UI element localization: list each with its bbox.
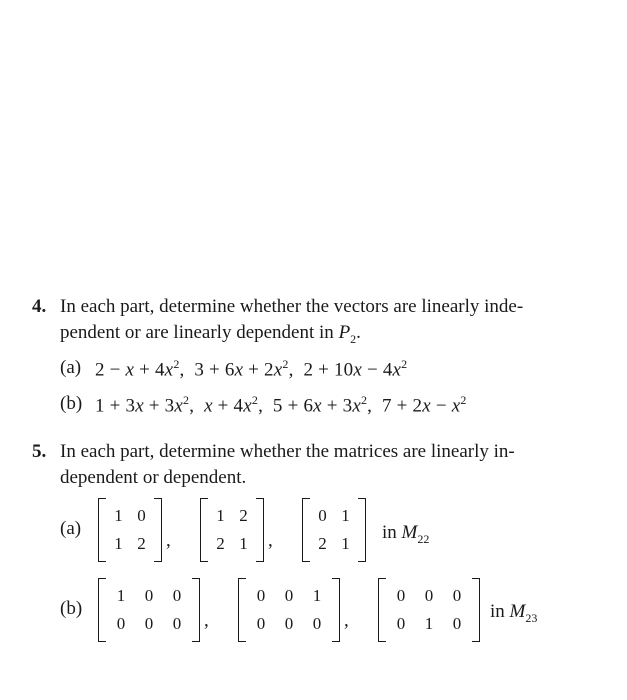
matrix-entry: 1 [424, 614, 434, 633]
problem-4-part-b-label: (b) [60, 393, 83, 414]
matrix-entry: 2 [318, 534, 327, 553]
bracket-right [154, 498, 162, 562]
problem-4-part-a-label: (a) [60, 357, 82, 378]
matrix-entry: 0 [172, 586, 182, 605]
matrix-entry: 0 [116, 614, 126, 633]
matrix-b-1 [98, 578, 200, 642]
space-m-letter: M [401, 522, 418, 543]
bracket-left [98, 498, 106, 562]
problem-5-part-a-space [382, 522, 429, 547]
space-m-subscript: 23 [525, 610, 538, 625]
matrix-entry: 0 [144, 586, 154, 605]
matrix-entry: 1 [114, 534, 123, 553]
problem-5-part-b-label: (b) [60, 598, 83, 619]
in-text: in [382, 522, 402, 543]
problem-4-part-b-polynomials: $1 + 3x + 3x^2$, $x + 4x^2$, $5 + 6x + 3x^2$, $7 + 2x - x^2$ [95, 393, 467, 417]
problem-4-number: 4. [32, 296, 47, 317]
problem-4-text-line-2-suffix: . [356, 322, 361, 343]
problem-4-part-a-polynomials: $2 - x + 4x^2$, $3 + 6x + 2x^2$, $2 + 10x - 4x^2$ [95, 357, 408, 381]
matrix-entry: 0 [284, 586, 294, 605]
problem-4-text-line-2 [60, 322, 361, 347]
problem-4-text-line-2-prefix: pendent or are linearly dependent in [60, 322, 339, 343]
matrix-a-1 [98, 498, 162, 562]
matrix-entry: 0 [396, 614, 406, 633]
matrix-b-1-grid [107, 582, 191, 638]
bracket-right [358, 498, 366, 562]
problem-5-part-b-space [490, 601, 537, 626]
matrix-b-2-grid [247, 582, 331, 638]
bracket-right [256, 498, 264, 562]
matrix-entry: 1 [114, 506, 123, 525]
problem-5-text-line-1: In each part, determine whether the matrices are linearly in- [60, 441, 515, 462]
matrix-a-1-grid [107, 502, 153, 558]
matrix-entry: 0 [284, 614, 294, 633]
problem-4-text-line-1: In each part, determine whether the vectors are linearly inde- [60, 296, 524, 317]
space-m-subscript: 22 [417, 531, 430, 546]
matrix-entry: 0 [256, 614, 266, 633]
matrix-entry: 0 [312, 614, 322, 633]
problem-5-text-line-2: dependent or dependent. [60, 467, 247, 488]
bracket-right [192, 578, 200, 642]
matrix-b-3 [378, 578, 480, 642]
matrix-entry: 1 [116, 586, 126, 605]
matrix-a-3 [302, 498, 366, 562]
bracket-right [332, 578, 340, 642]
problem-5-part-a-label: (a) [60, 518, 82, 539]
bracket-left [238, 578, 246, 642]
bracket-left [302, 498, 310, 562]
matrix-entry: 1 [341, 506, 350, 525]
matrix-entry: 0 [172, 614, 182, 633]
matrix-entry: 0 [144, 614, 154, 633]
matrix-entry: 0 [424, 586, 434, 605]
matrix-a-2-grid [209, 502, 255, 558]
space-m-letter: M [509, 601, 526, 622]
matrix-entry: 0 [318, 506, 327, 525]
space-p-letter: P [338, 322, 351, 343]
matrix-b-3-grid [387, 582, 471, 638]
matrix-entry: 2 [239, 506, 248, 525]
bracket-right [472, 578, 480, 642]
in-text: in [490, 601, 510, 622]
matrix-entry: 2 [216, 534, 225, 553]
matrix-entry: 1 [341, 534, 350, 553]
matrix-entry: 0 [452, 614, 462, 633]
matrix-b-2 [238, 578, 340, 642]
matrix-entry: 0 [452, 586, 462, 605]
matrix-a-3-grid [311, 502, 357, 558]
separator-comma: , [166, 530, 171, 551]
matrix-entry: 0 [256, 586, 266, 605]
bracket-left [98, 578, 106, 642]
separator-comma: , [204, 610, 209, 631]
matrix-entry: 1 [239, 534, 248, 553]
matrix-entry: 1 [312, 586, 322, 605]
space-p-subscript: 2 [350, 331, 357, 346]
separator-comma: , [344, 610, 349, 631]
matrix-entry: 0 [137, 506, 146, 525]
matrix-entry: 0 [396, 586, 406, 605]
matrix-a-2 [200, 498, 264, 562]
separator-comma: , [268, 530, 273, 551]
problem-5-number: 5. [32, 441, 47, 462]
bracket-left [200, 498, 208, 562]
matrix-entry: 1 [216, 506, 225, 525]
bracket-left [378, 578, 386, 642]
matrix-entry: 2 [137, 534, 146, 553]
